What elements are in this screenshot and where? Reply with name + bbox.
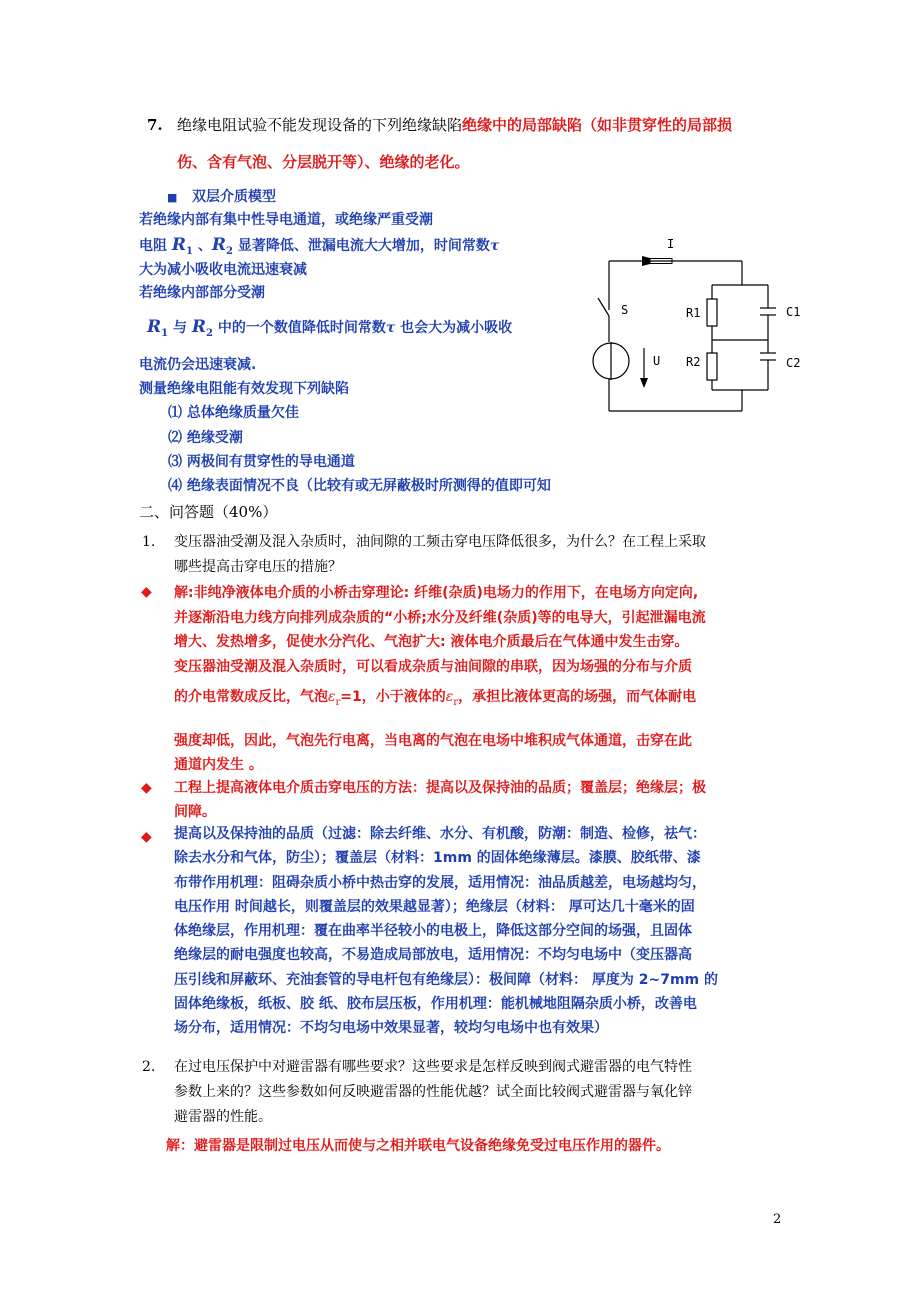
answer-line: 压引线和屏蔽环、充油套管的导电杆包有绝缘层）：极间障（材料： 厚度为 2~7mm 的 xyxy=(174,971,719,988)
answer-line: 电压作用 时间越长，则覆盖层的效果越显著）；绝缘层（材料： 厚可达几十毫米的固 xyxy=(174,898,695,915)
question-1-line1: 变压器油受潮及混入杂质时，油间隙的工频击穿电压降低很多，为什么？在工程上采取 xyxy=(174,534,706,550)
model-line6: 电流仍会迅速衰减. xyxy=(139,357,257,373)
defect-item: ⑷ 绝缘表面情况不良（比较有或无屏蔽极时所测得的值即可知 xyxy=(168,478,551,494)
answer-line: 绝缘层的耐电强度也较高，不易造成局部放电，适用情况：不均匀电场中（变压器高 xyxy=(174,947,692,964)
diamond-bullet-icon: ◆ xyxy=(141,780,152,796)
answer-line: 除去水分和气体，防尘）；覆盖层（材料：1mm 的固体绝缘薄层。漆膜、胶纸带、漆 xyxy=(174,850,701,867)
question-line: 在过电压保护中对避雷器有哪些要求？这些要求是怎样反映到阀式避雷器的电气特性 xyxy=(174,1059,692,1075)
model-line7: 测量绝缘电阻能有效发现下列缺陷 xyxy=(139,381,349,397)
symbol-epsilon: $\varepsilon_r$ xyxy=(445,689,459,708)
section-title: 二、问答题（40%） xyxy=(139,503,278,521)
model-line5: $R_1$ 与 $R_2$ 中的一个数值降低时间常数τ 也会大为减小吸收 xyxy=(147,317,513,339)
model-line4: 若绝缘内部部分受潮 xyxy=(139,285,265,301)
answer-line: 体绝缘层，作用机理：覆在曲率半径较小的电极上，降低这部分空间的场强，且固体 xyxy=(174,923,692,940)
answer-line: 布带作用机理：阻碍杂质小桥中热击穿的发展，适用情况：油品质越差，电场越均匀， xyxy=(174,874,706,891)
answer-line: 增大、发热增多，促使水分汽化、气泡扩大: 液体电介质最后在气体通中发生击穿。 xyxy=(174,634,689,650)
defect-item: ⑴ 总体绝缘质量欠佳 xyxy=(168,405,299,421)
answer-line: 解:非纯净液体电介质的小桥击穿理论: 纤维(杂质)电场力的作用下，在电场方向定向, xyxy=(174,585,699,601)
answer-1-line5: 的介电常数成反比，气泡$\varepsilon_r=1$，小于液体的$\varepsilon_r$，承担比液体更高的场强，而气体耐电 xyxy=(174,689,697,708)
answer-2-line2: 间障。 xyxy=(174,804,216,820)
label-c2: C2 xyxy=(786,356,801,370)
symbol-r2: $R_2$ xyxy=(191,317,213,339)
item7-question: 绝缘电阻试验不能发现设备的下列绝缘缺陷 xyxy=(176,116,462,134)
symbol-r1: $R_1$ xyxy=(147,317,169,339)
defect-item: ⑶ 两极间有贯穿性的导电通道 xyxy=(168,454,355,470)
label-current: I xyxy=(667,237,675,251)
model-line1: 若绝缘内部有集中性导电通道，或绝缘严重受潮 xyxy=(139,212,433,228)
answer-line: 场分布，适用情况：不均匀电场中效果显著，较均匀电场中也有效果） xyxy=(174,1020,608,1037)
label-r1: R1 xyxy=(686,306,701,320)
question-line: 避雷器的性能。 xyxy=(174,1109,272,1125)
answer-line: 提高以及保持油的品质（过滤：除去纤维、水分、有机酸，防潮：制造、检修，祛气： xyxy=(174,826,706,842)
label-voltage: U xyxy=(653,354,661,368)
diamond-bullet-icon: ◆ xyxy=(141,584,152,600)
model-heading xyxy=(167,186,276,209)
label-switch: S xyxy=(621,303,629,317)
item7-line1 xyxy=(147,114,732,136)
voltage-arrow-icon xyxy=(640,378,648,388)
item7-answer-part1: 绝缘中的局部缺陷（如非贯穿性的局部损 xyxy=(462,116,733,134)
item7-answer-part2: 伤、含有气泡、分层脱开等）、绝缘的老化。 xyxy=(177,153,470,171)
symbol-r2: $R_2$ xyxy=(211,235,233,257)
defect-item: ⑵ 绝缘受潮 xyxy=(168,430,243,446)
label-r2: R2 xyxy=(686,355,701,369)
symbol-epsilon: $\varepsilon_r$ xyxy=(328,689,341,708)
question-number: 2. xyxy=(142,1059,156,1075)
label-c1: C1 xyxy=(786,305,801,319)
model-heading-text: 双层介质模型 xyxy=(192,189,277,205)
item7-number: 7. xyxy=(147,116,163,134)
question-number: 1. xyxy=(142,534,156,550)
answer-1-line6: 强度却低，因此，气泡先行电离，当电离的气泡在电场中堆积成气体通道，击穿在此 xyxy=(174,733,692,749)
question-2-block xyxy=(174,1055,692,1130)
answer-line: 固体绝缘板，纸板、胶 纸、胶布层压板，作用机理：能机械地阻隔杂质小桥，改善电 xyxy=(174,996,697,1013)
answer-line: 变压器油受潮及混入杂质时，可以看成杂质与油间隙的串联，因为场强的分布与介质 xyxy=(174,658,692,675)
current-arrow-icon xyxy=(642,256,650,266)
model-line2: 电阻 $R_1$ 、$R_2$ 显著降低、泄漏电流大大增加，时间常数τ xyxy=(139,235,500,257)
symbol-r1: $R_1$ xyxy=(171,235,193,257)
answer-line: 并逐渐沿电力线方向排列成杂质的“小桥;水分及纤维(杂质)等的电导大，引起泄漏电流 xyxy=(174,609,706,626)
diamond-bullet-icon: ◆ xyxy=(141,829,152,845)
answer-1-block xyxy=(174,581,794,679)
answer-2-line1: 工程上提高液体电介质击穿电压的方法：提高以及保持油的品质；覆盖层；绝缘层；极 xyxy=(174,780,706,796)
page-number: 2 xyxy=(773,1212,782,1227)
double-layer-circuit-diagram xyxy=(590,230,820,420)
question-2-answer: 解：避雷器是限制过电压从而使与之相并联电气设备绝缘免受过电压作用的器件。 xyxy=(166,1138,670,1154)
model-line3: 大为减小吸收电流迅速衰减 xyxy=(139,262,307,278)
question-line: 参数上来的？这些参数如何反映避雷器的性能优越？试全面比较阀式避雷器与氧化锌 xyxy=(174,1084,692,1100)
symbol-tau: τ xyxy=(489,238,500,254)
answer-3-block xyxy=(174,822,794,1041)
answer-1-line7: 通道内发生 。 xyxy=(174,757,263,773)
symbol-tau: τ xyxy=(385,320,396,336)
square-bullet-icon: ■ xyxy=(167,191,178,204)
question-1-line2: 哪些提高击穿电压的措施？ xyxy=(174,559,342,575)
